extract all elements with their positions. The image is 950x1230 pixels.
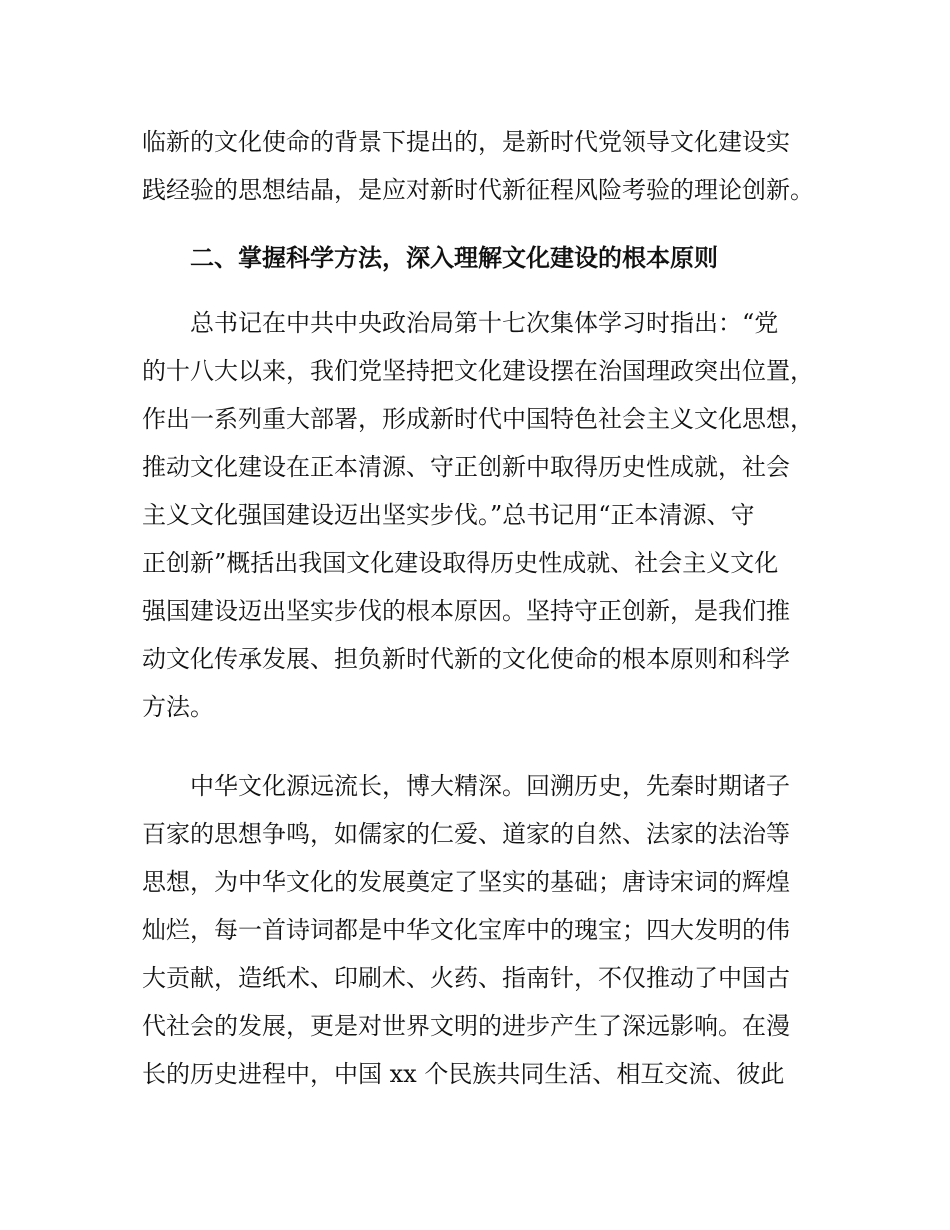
text-line: 长的历史进程中，中国 xx 个民族共同生活、相互交流、彼此 bbox=[142, 1060, 785, 1088]
paragraph-1 bbox=[142, 118, 818, 214]
text-line: 主义文化强国建设迈出坚实步伐。”总书记用“正本清源、守 bbox=[142, 501, 755, 529]
text-line: 强国建设迈出坚实步伐的根本原因。坚持守正创新，是我们推 bbox=[142, 597, 790, 625]
text-line: 作出一系列重大部署，形成新时代中国特色社会主义文化思想， bbox=[142, 405, 814, 433]
text-line: 灿烂，每一首诗词都是中华文化宝库中的瑰宝；四大发明的伟 bbox=[142, 916, 790, 944]
text-line: 临新的文化使命的背景下提出的，是新时代党领导文化建设实 bbox=[142, 128, 790, 156]
text-line: 代社会的发展，更是对世界文明的进步产生了深远影响。在漫 bbox=[142, 1012, 790, 1040]
section-heading-text: 二、掌握科学方法，深入理解文化建设的根本原则 bbox=[190, 244, 718, 272]
text-line: 思想，为中华文化的发展奠定了坚实的基础；唐诗宋词的辉煌 bbox=[142, 868, 790, 896]
text-line: 方法。 bbox=[142, 693, 214, 721]
text-line: 的十八大以来，我们党坚持把文化建设摆在治国理政突出位置， bbox=[142, 357, 814, 385]
section-heading bbox=[190, 234, 866, 282]
text-line: 大贡献，造纸术、印刷术、火药、指南针，不仅推动了中国古 bbox=[142, 964, 790, 992]
text-line: 中华文化源远流长，博大精深。回溯历史，先秦时期诸子 bbox=[190, 772, 790, 800]
paragraph-2 bbox=[142, 299, 818, 731]
text-line: 百家的思想争鸣，如儒家的仁爱、道家的自然、法家的法治等 bbox=[142, 820, 790, 848]
text-line: 践经验的思想结晶，是应对新时代新征程风险考验的理论创新。 bbox=[142, 176, 814, 204]
text-line: 正创新”概括出我国文化建设取得历史性成就、社会主义文化 bbox=[142, 549, 779, 577]
text-line: 总书记在中共中央政治局第十七次集体学习时指出：“党 bbox=[190, 309, 779, 337]
text-line: 动文化传承发展、担负新时代新的文化使命的根本原则和科学 bbox=[142, 645, 790, 673]
paragraph-3 bbox=[142, 762, 818, 1098]
text-line: 推动文化建设在正本清源、守正创新中取得历史性成就，社会 bbox=[142, 453, 790, 481]
